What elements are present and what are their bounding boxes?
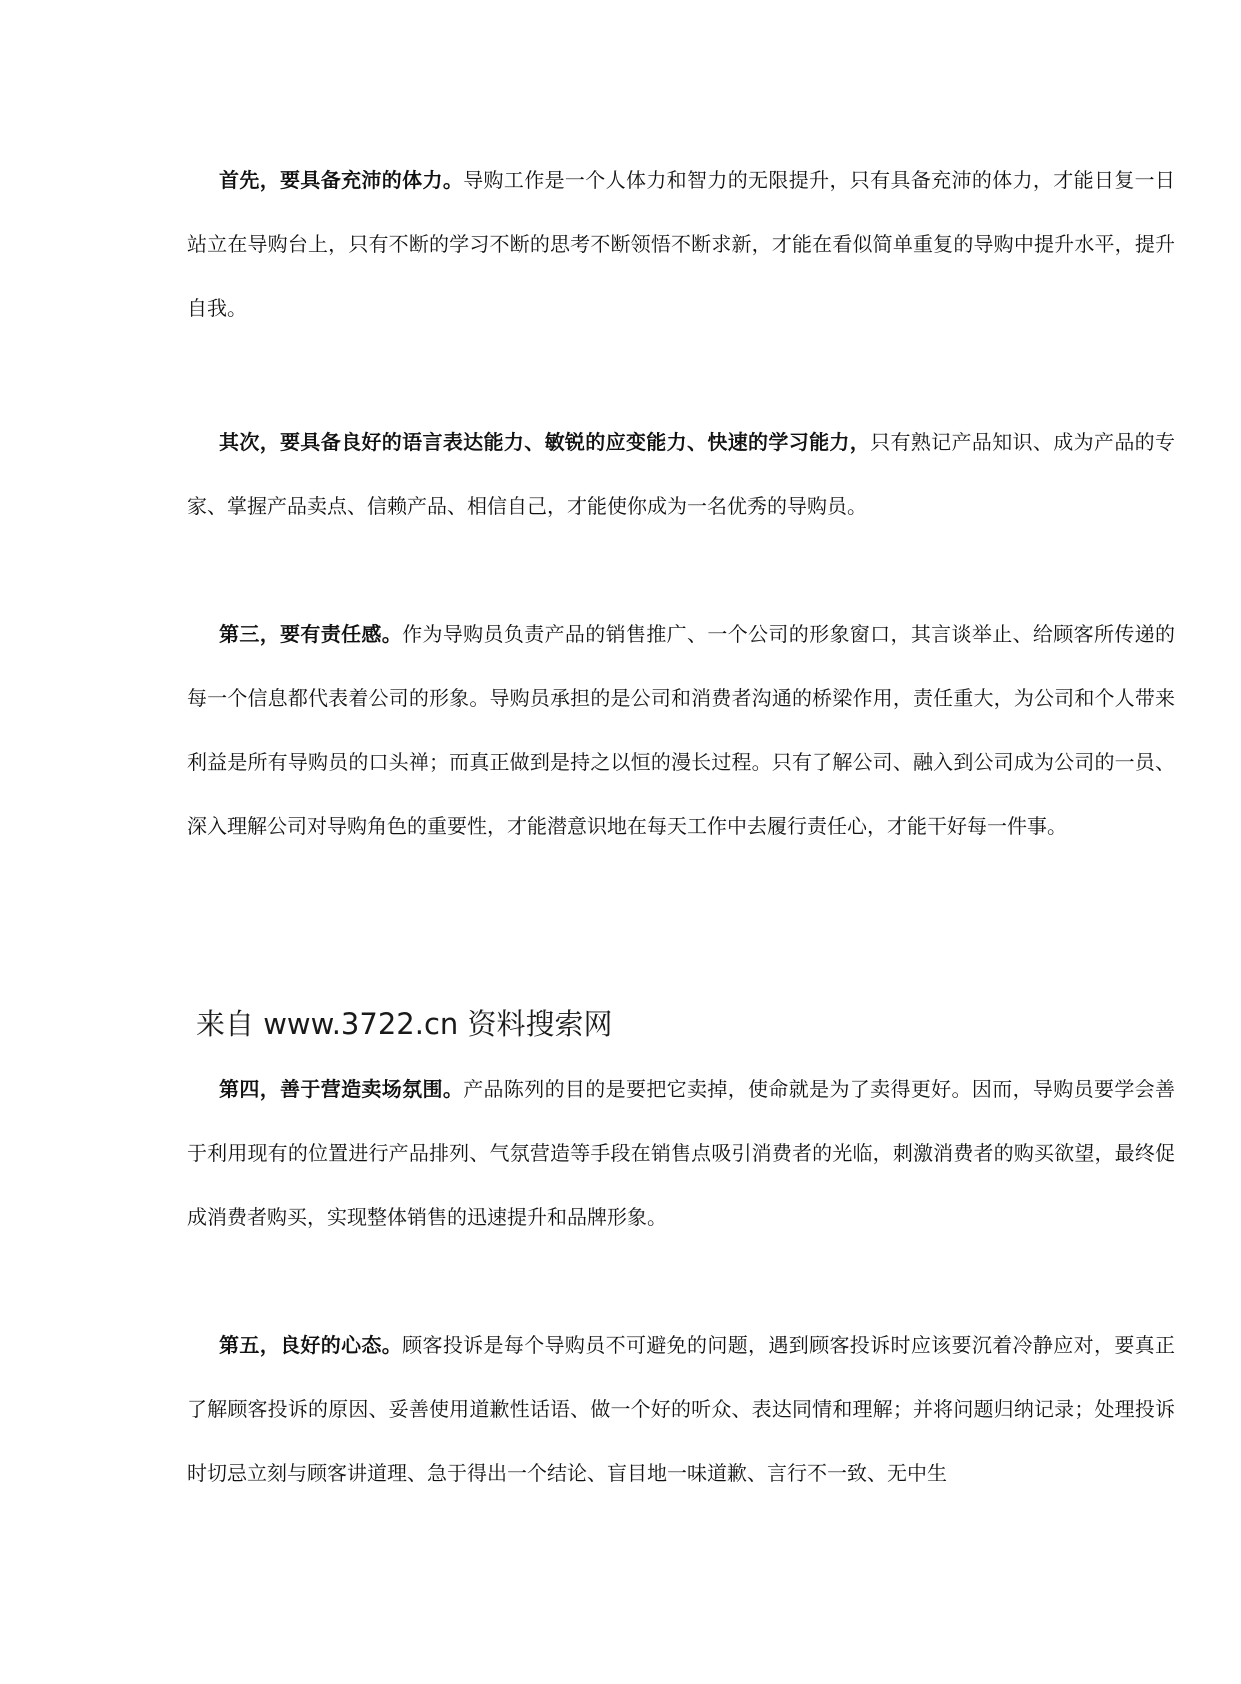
paragraph-4-body: 产品陈列的目的是要把它卖掉，使命就是为了卖得更好。因而，导购员要学会善于利用现有的位置进行产品排列、气氛营造等手段在销售点吸引消费者的光临，刺激消费者的购买欲望，最终促成消费者购买，实现整体销售的迅速提升和品牌形象。 bbox=[187, 1077, 1176, 1229]
source-watermark-line: 来自 www.3722.cn 资料搜索网 bbox=[196, 1007, 613, 1041]
paragraph-2-lead: 其次，要具备良好的语言表达能力、敏锐的应变能力、快速的学习能力， bbox=[219, 430, 871, 454]
paragraph-5-body: 顾客投诉是每个导购员不可避免的问题，遇到顾客投诉时应该要沉着冷静应对，要真正了解顾客投诉的原因、妥善使用道歉性话语、做一个好的听众、表达同情和理解；并将问题归纳记录；处理投诉时切忌立刻与顾客讲道理、急于得出一个结论、盲目地一味道歉、言行不一致、无中生 bbox=[187, 1333, 1176, 1485]
paragraph-1-lead: 首先，要具备充沛的体力。 bbox=[219, 168, 464, 192]
paragraph-1 bbox=[187, 148, 1175, 340]
paragraph-3-body: 作为导购员负责产品的销售推广、一个公司的形象窗口，其言谈举止、给顾客所传递的每一个信息都代表着公司的形象。导购员承担的是公司和消费者沟通的桥梁作用，责任重大，为公司和个人带来利益是所有导购员的口头禅；而真正做到是持之以恒的漫长过程。只有了解公司、融入到公司成为公司的一员、深入理解公司对导购角色的重要性，才能潜意识地在每天工作中去履行责任心，才能干好每一件事。 bbox=[187, 622, 1176, 838]
paragraph-4-lead: 第四，善于营造卖场氛围。 bbox=[219, 1077, 464, 1101]
paragraph-4 bbox=[187, 1057, 1175, 1249]
paragraph-1-body: 导购工作是一个人体力和智力的无限提升，只有具备充沛的体力，才能日复一日站立在导购台上，只有不断的学习不断的思考不断领悟不断求新，才能在看似简单重复的导购中提升水平，提升自我。 bbox=[187, 168, 1176, 320]
paragraph-2-body: 只有熟记产品知识、成为产品的专家、掌握产品卖点、信赖产品、相信自己，才能使你成为一名优秀的导购员。 bbox=[187, 430, 1176, 518]
paragraph-5-lead: 第五，良好的心态。 bbox=[219, 1333, 403, 1357]
paragraph-3-lead: 第三，要有责任感。 bbox=[219, 622, 403, 646]
paragraph-5 bbox=[187, 1313, 1175, 1505]
paragraph-3 bbox=[187, 602, 1175, 858]
paragraph-2 bbox=[187, 410, 1175, 538]
